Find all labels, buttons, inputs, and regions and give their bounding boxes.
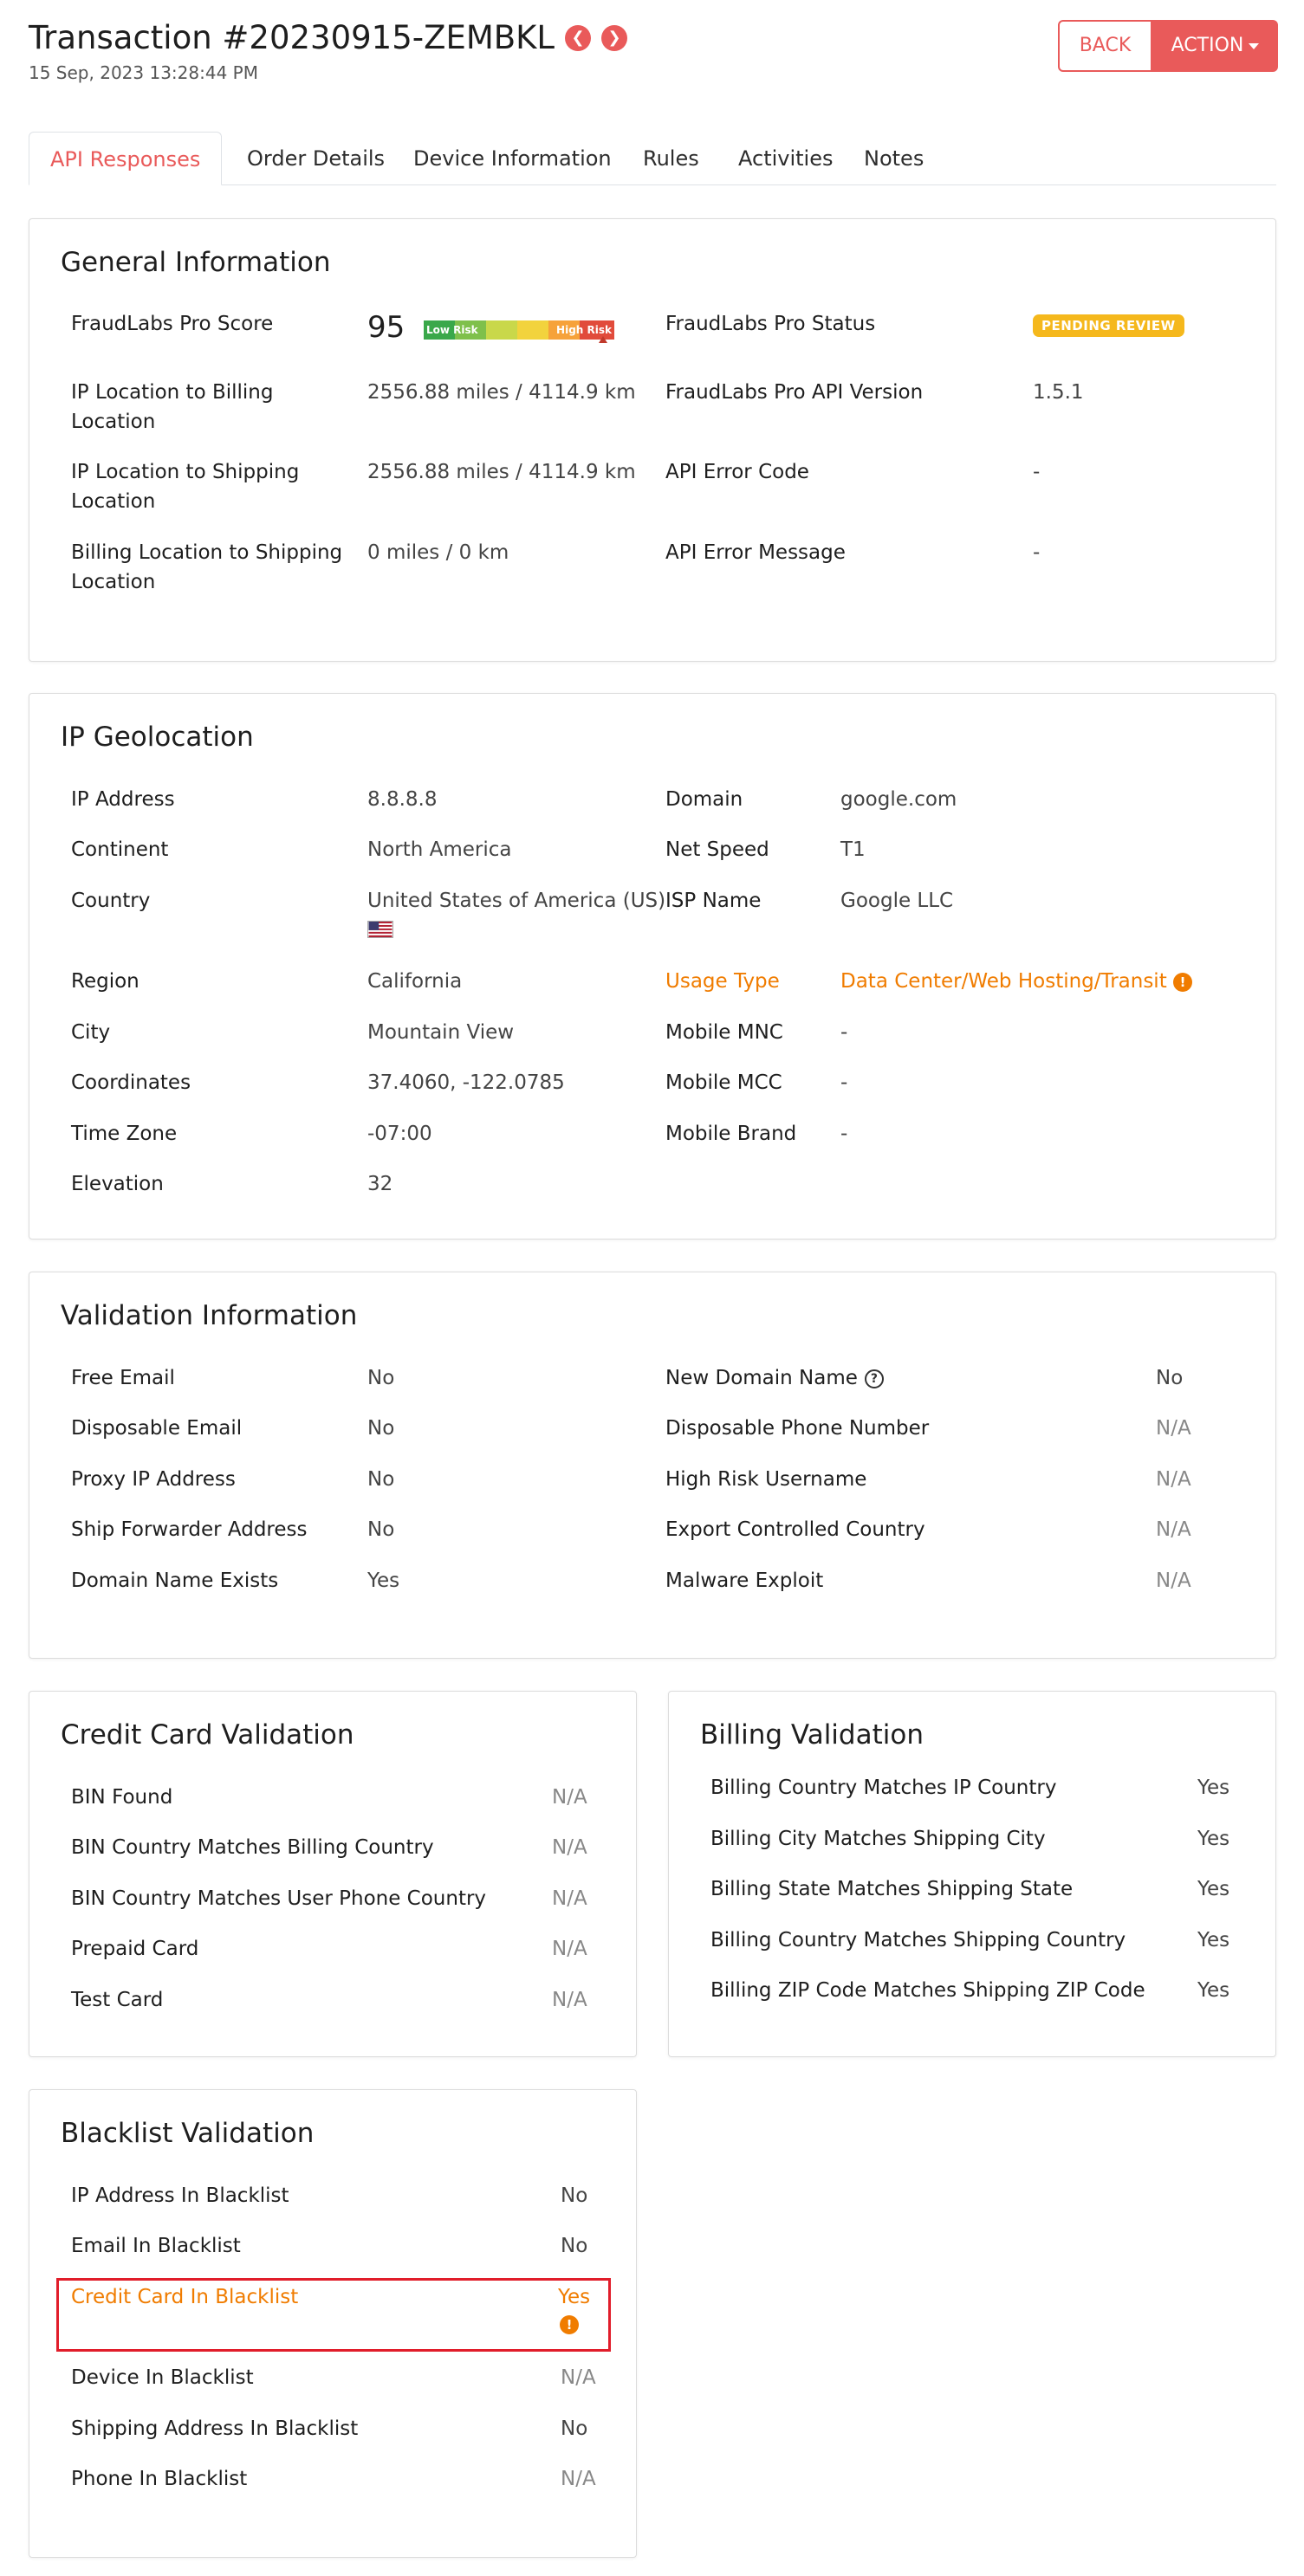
blacklist-value: No xyxy=(561,2417,588,2440)
billing-label: Billing ZIP Code Matches Shipping ZIP Code xyxy=(710,1979,1145,2002)
billing-label: Billing Country Matches IP Country xyxy=(710,1777,1057,1799)
ip-shipping-value: 2556.88 miles / 4114.9 km xyxy=(367,461,636,483)
api-version-label: FraudLabs Pro API Version xyxy=(665,381,924,404)
geo-label: Mobile Brand xyxy=(665,1123,797,1145)
blacklist-label: Phone In Blacklist xyxy=(71,2468,248,2490)
card-title: Credit Card Validation xyxy=(61,1719,354,1751)
credit-card-blacklist-label: Credit Card In Blacklist xyxy=(71,2286,299,2308)
card-title: Validation Information xyxy=(61,1300,358,1331)
us-flag-icon xyxy=(367,921,393,938)
geo-value: California xyxy=(367,970,463,993)
tab-notes[interactable]: Notes xyxy=(864,146,924,171)
validation-value: N/A xyxy=(1156,1570,1191,1592)
new-domain-label: New Domain Name ? xyxy=(665,1363,884,1393)
tab-bar xyxy=(29,132,1276,185)
ip-billing-label: IP Location to Billing Location xyxy=(71,381,274,433)
credit-label: BIN Found xyxy=(71,1786,173,1809)
validation-label: High Risk Username xyxy=(665,1468,867,1491)
geo-label: Mobile MCC xyxy=(665,1071,782,1094)
credit-value: N/A xyxy=(552,1836,587,1859)
credit-value: N/A xyxy=(552,1786,587,1809)
geo-label: Mobile MNC xyxy=(665,1021,783,1044)
gauge-seg-4 xyxy=(517,320,548,340)
bill-ship-value: 0 miles / 0 km xyxy=(367,541,509,564)
help-icon[interactable]: ? xyxy=(865,1369,884,1388)
caret-down-icon xyxy=(1249,43,1259,49)
blacklist-value: No xyxy=(561,2184,588,2207)
billing-value: Yes xyxy=(1197,1929,1230,1951)
status-badge: PENDING REVIEW xyxy=(1033,314,1184,337)
validation-label: Ship Forwarder Address xyxy=(71,1518,308,1541)
geo-label: City xyxy=(71,1021,111,1044)
ip-geolocation-card xyxy=(29,693,1276,1239)
general-information-card xyxy=(29,218,1276,662)
validation-label: Malware Exploit xyxy=(665,1570,824,1592)
risk-gauge xyxy=(424,320,614,343)
error-code-value: - xyxy=(1033,461,1041,483)
validation-label: Domain Name Exists xyxy=(71,1570,279,1592)
billing-value: Yes xyxy=(1197,1777,1230,1799)
back-button[interactable]: BACK xyxy=(1058,20,1152,72)
geo-value: 32 xyxy=(367,1173,393,1195)
validation-label: Export Controlled Country xyxy=(665,1518,925,1541)
bill-ship-label: Billing Location to Shipping Location xyxy=(71,541,343,593)
error-message-value: - xyxy=(1033,541,1041,564)
card-title: Blacklist Validation xyxy=(61,2118,315,2149)
geo-label: ISP Name xyxy=(665,890,762,912)
gauge-seg-3 xyxy=(486,320,517,340)
page-title: Transaction #20230915-ZEMBKL ❮ ❯ xyxy=(29,17,627,59)
geo-label: IP Address xyxy=(71,788,175,811)
billing-value: Yes xyxy=(1197,1979,1230,2002)
validation-information-card xyxy=(29,1272,1276,1659)
billing-label: Billing City Matches Shipping City xyxy=(710,1828,1046,1850)
geo-label: Net Speed xyxy=(665,838,769,861)
geo-value: - xyxy=(840,1071,848,1094)
prev-transaction-button[interactable]: ❮ xyxy=(565,25,591,51)
geo-value: - xyxy=(840,1123,848,1145)
geo-value: Mountain View xyxy=(367,1021,515,1044)
geo-label: Coordinates xyxy=(71,1071,191,1094)
validation-label: Free Email xyxy=(71,1367,175,1389)
blacklist-label: Email In Blacklist xyxy=(71,2235,241,2257)
geo-value: -07:00 xyxy=(367,1123,432,1145)
geo-value: 37.4060, -122.0785 xyxy=(367,1071,565,1094)
card-title: Billing Validation xyxy=(700,1719,924,1751)
validation-value: No xyxy=(367,1468,395,1491)
validation-value: No xyxy=(367,1367,395,1389)
geo-value: - xyxy=(840,1021,848,1044)
usage-type-label: Usage Type xyxy=(665,970,780,993)
blacklist-label: Device In Blacklist xyxy=(71,2366,254,2389)
blacklist-validation-card xyxy=(29,2089,637,2558)
validation-label: Proxy IP Address xyxy=(71,1468,236,1491)
usage-type-value: Data Center/Web Hosting/Transit ! xyxy=(840,967,1192,996)
ip-shipping-label: IP Location to Shipping Location xyxy=(71,461,300,513)
validation-value: No xyxy=(367,1518,395,1541)
blacklist-label: IP Address In Blacklist xyxy=(71,2184,289,2207)
warning-icon[interactable]: ! xyxy=(1173,973,1192,992)
geo-value: Google LLC xyxy=(840,890,954,912)
geo-label: Region xyxy=(71,970,139,993)
credit-value: N/A xyxy=(552,1887,587,1910)
validation-value: N/A xyxy=(1156,1518,1191,1541)
credit-label: Prepaid Card xyxy=(71,1938,199,1960)
credit-card-blacklist-value: Yes xyxy=(558,2286,591,2308)
next-transaction-button[interactable]: ❯ xyxy=(601,25,627,51)
billing-label: Billing Country Matches Shipping Country xyxy=(710,1929,1126,1951)
blacklist-value: N/A xyxy=(561,2366,596,2389)
gauge-low-label: Low Risk xyxy=(426,324,478,336)
validation-label: Disposable Phone Number xyxy=(665,1417,930,1440)
credit-card-validation-card xyxy=(29,1691,637,2057)
api-version-value: 1.5.1 xyxy=(1033,381,1084,404)
card-title: IP Geolocation xyxy=(61,722,254,753)
billing-label: Billing State Matches Shipping State xyxy=(710,1878,1074,1900)
validation-value: N/A xyxy=(1156,1468,1191,1491)
billing-validation-card xyxy=(668,1691,1276,2057)
score-label: FraudLabs Pro Score xyxy=(71,313,274,335)
ip-billing-value: 2556.88 miles / 4114.9 km xyxy=(367,381,636,404)
geo-label: Domain xyxy=(665,788,743,811)
billing-value: Yes xyxy=(1197,1828,1230,1850)
validation-label: Disposable Email xyxy=(71,1417,243,1440)
geo-value: North America xyxy=(367,838,512,861)
validation-value: No xyxy=(367,1417,395,1440)
action-dropdown-button[interactable]: ACTION xyxy=(1152,20,1278,72)
geo-value: 8.8.8.8 xyxy=(367,788,438,811)
blacklist-value: N/A xyxy=(561,2468,596,2490)
card-title: General Information xyxy=(61,247,331,278)
error-message-label: API Error Message xyxy=(665,541,846,564)
geo-label: Continent xyxy=(71,838,169,861)
credit-value: N/A xyxy=(552,1938,587,1960)
transaction-timestamp: 15 Sep, 2023 13:28:44 PM xyxy=(29,62,258,83)
tab-activities[interactable]: Activities xyxy=(738,146,834,171)
credit-label: BIN Country Matches User Phone Country xyxy=(71,1887,487,1910)
warning-icon[interactable]: ! xyxy=(560,2315,579,2334)
validation-value: Yes xyxy=(367,1570,400,1592)
error-code-label: API Error Code xyxy=(665,461,809,483)
page-header xyxy=(29,17,1276,95)
blacklist-label: Shipping Address In Blacklist xyxy=(71,2417,359,2440)
blacklist-value: No xyxy=(561,2235,588,2257)
credit-label: Test Card xyxy=(71,1989,164,2011)
geo-value: T1 xyxy=(840,838,866,861)
credit-label: BIN Country Matches Billing Country xyxy=(71,1836,434,1859)
geo-value: United States of America (US) xyxy=(367,890,666,912)
status-label: FraudLabs Pro Status xyxy=(665,313,876,335)
tab-device-information[interactable]: Device Information xyxy=(413,146,612,171)
billing-value: Yes xyxy=(1197,1878,1230,1900)
credit-value: N/A xyxy=(552,1989,587,2011)
validation-value: N/A xyxy=(1156,1417,1191,1440)
tab-api-responses[interactable]: API Responses xyxy=(29,132,222,185)
tab-order-details[interactable]: Order Details xyxy=(247,146,386,171)
validation-value: No xyxy=(1156,1367,1184,1389)
score-value: 95 xyxy=(367,310,405,345)
geo-label: Country xyxy=(71,890,151,912)
geo-label: Elevation xyxy=(71,1173,164,1195)
gauge-high-label: High Risk xyxy=(556,324,612,336)
tab-rules[interactable]: Rules xyxy=(643,146,699,171)
geo-value: google.com xyxy=(840,788,957,811)
geo-label: Time Zone xyxy=(71,1123,178,1145)
